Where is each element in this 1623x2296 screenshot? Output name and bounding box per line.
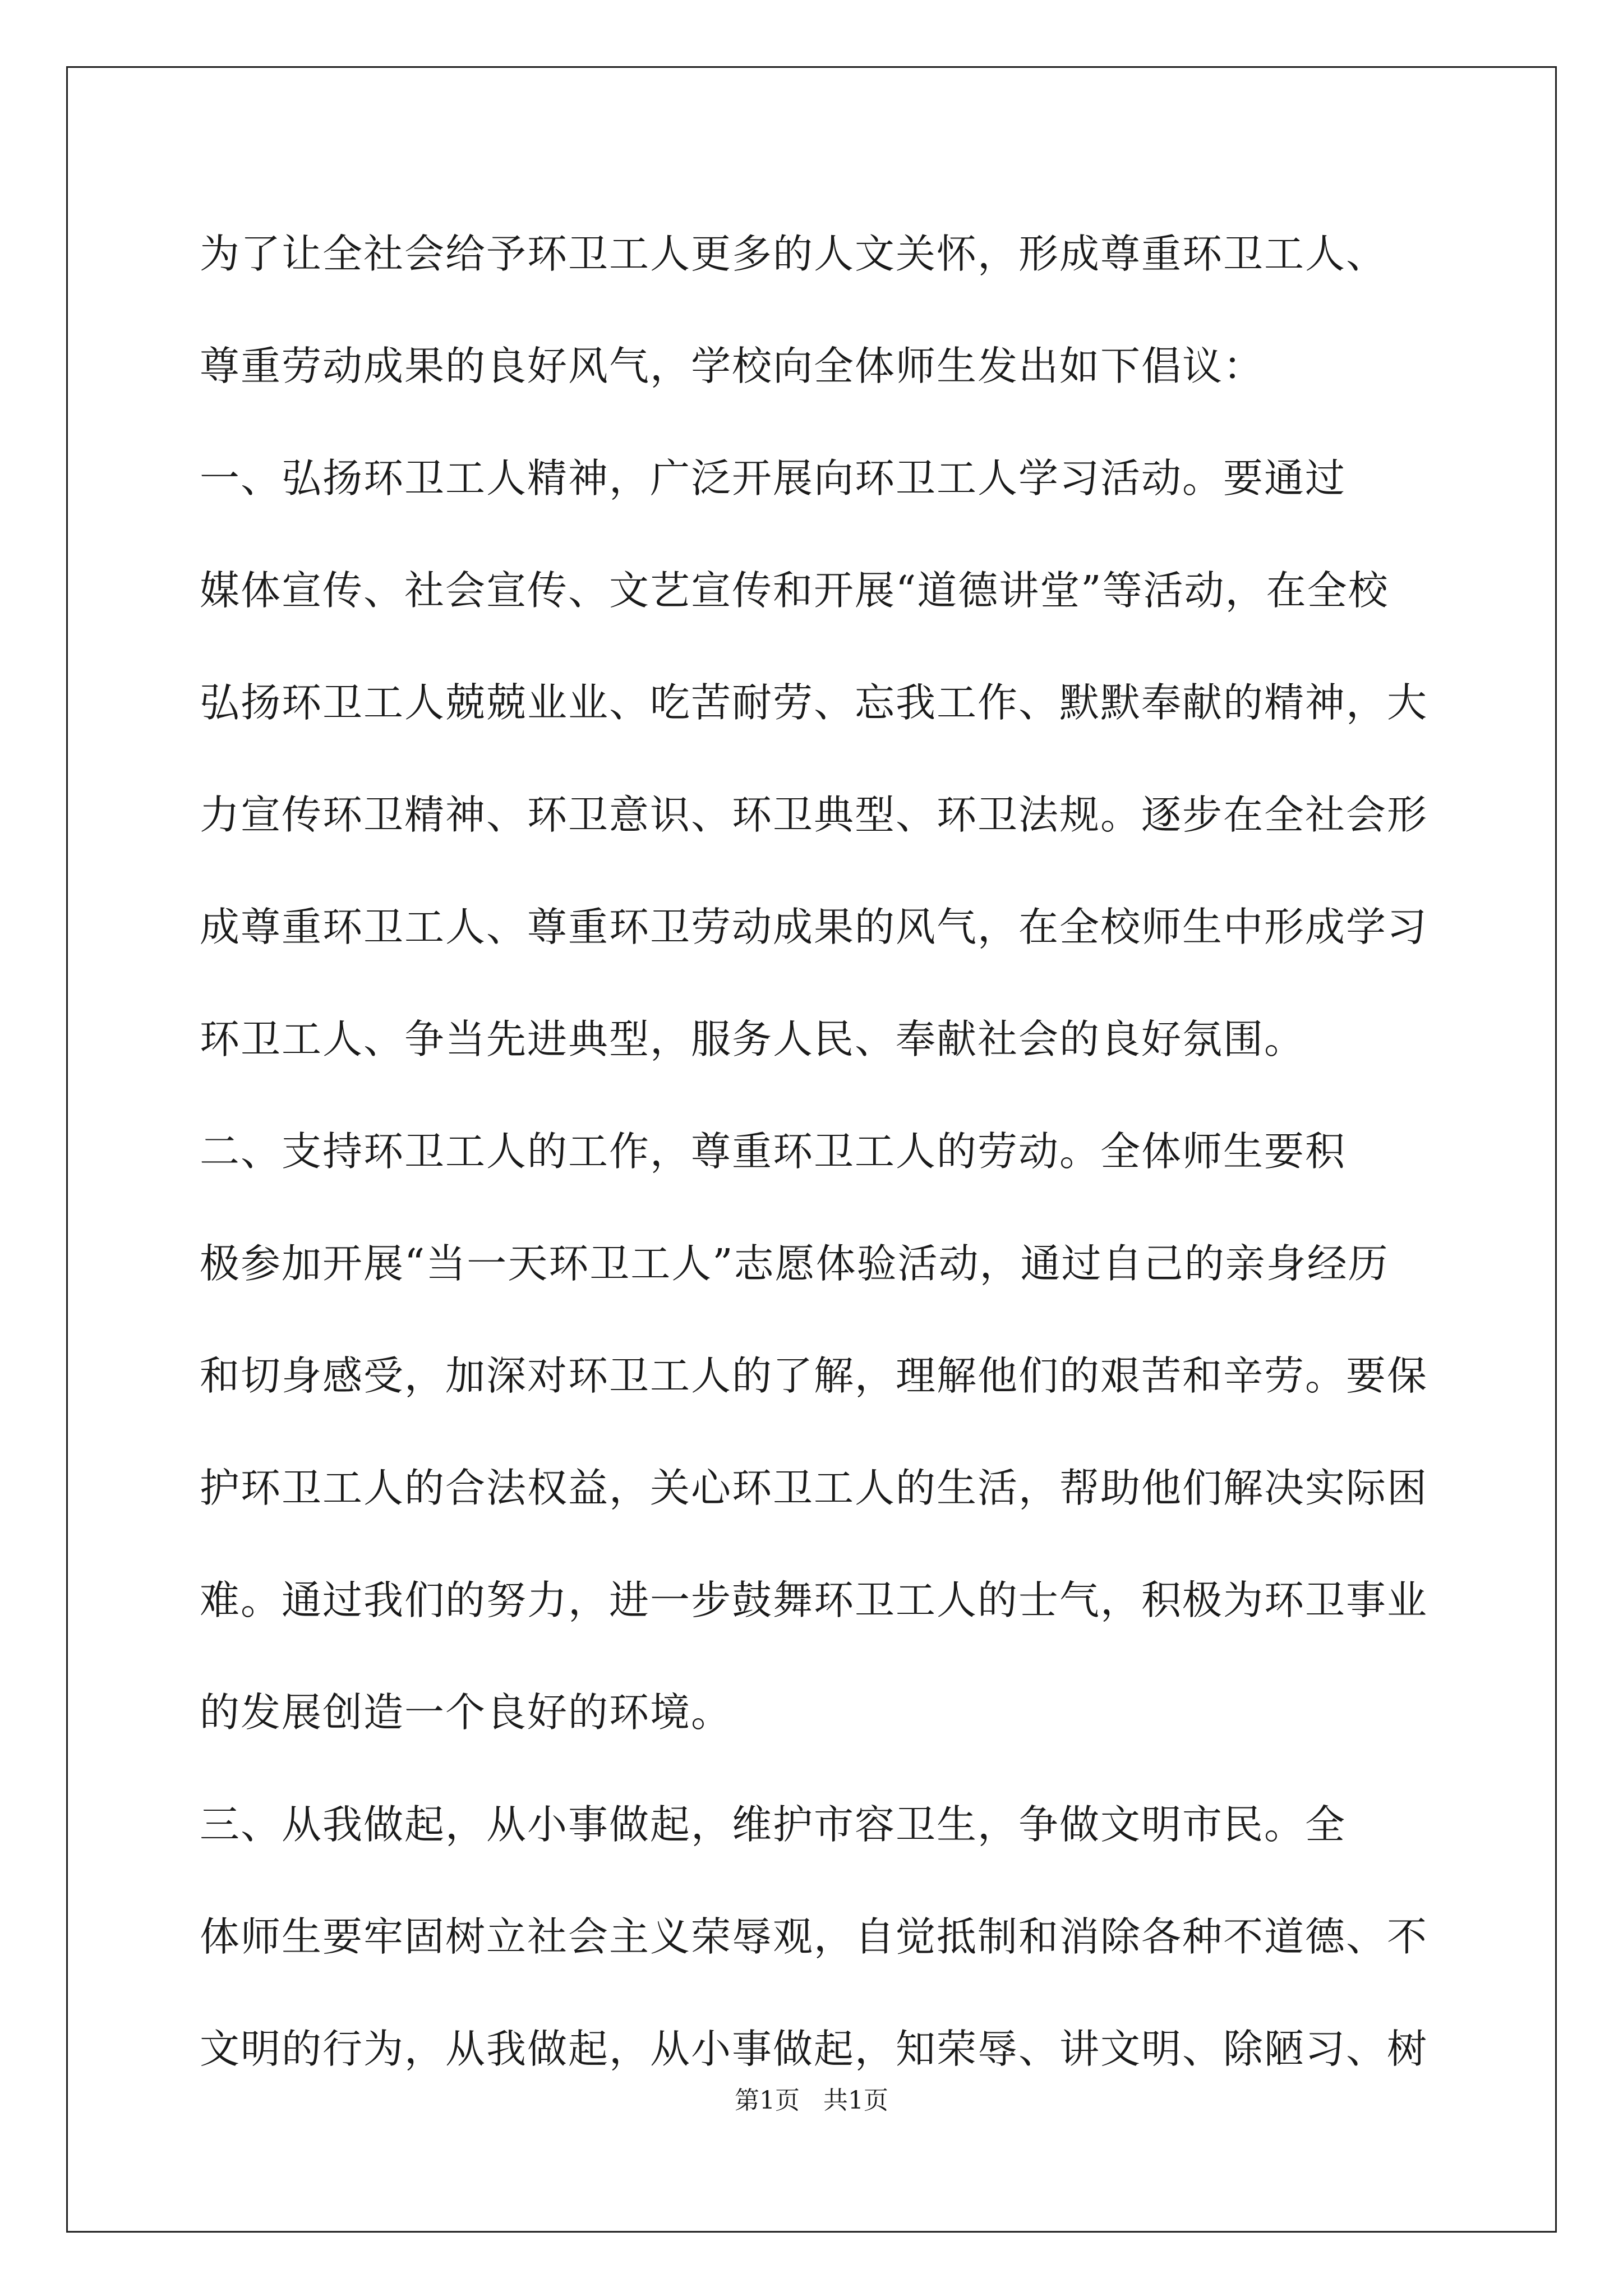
text-line: 难。通过我们的努力，进一步鼓舞环卫工人的士气，积极为环卫事业 [200,1577,1428,1623]
text-line: 环卫工人、争当先进典型，服务人民、奉献社会的良好氛围。 [200,1016,1306,1062]
text-line: 极参加开展“当一天环卫工人”志愿体验活动，通过自己的亲身经历 [200,1240,1389,1287]
text-line: 一、弘扬环卫工人精神，广泛开展向环卫工人学习活动。要通过 [200,455,1347,501]
text-line: 弘扬环卫工人兢兢业业、吃苦耐劳、忘我工作、默默奉献的精神，大 [200,679,1428,726]
text-line: 为了让全社会给予环卫工人更多的人文关怀，形成尊重环卫工人、 [200,231,1387,277]
text-line: 护环卫工人的合法权益，关心环卫工人的生活，帮助他们解决实际困 [200,1465,1428,1511]
text-line: 文明的行为，从我做起，从小事做起，知荣辱、讲文明、除陋习、树 [200,2026,1428,2072]
text-line: 的发展创造一个良好的环境。 [200,1689,732,1736]
text-line: 媒体宣传、社会宣传、文艺宣传和开展“道德讲堂”等活动，在全校 [200,567,1389,614]
text-line: 力宣传环卫精神、环卫意识、环卫典型、环卫法规。逐步在全社会形 [200,792,1428,838]
text-line: 三、从我做起，从小事做起，维护市容卫生，争做文明市民。全 [200,1801,1347,1848]
text-line: 成尊重环卫工人、尊重环卫劳动成果的风气，在全校师生中形成学习 [200,904,1428,950]
text-line: 二、支持环卫工人的工作，尊重环卫工人的劳动。全体师生要积 [200,1128,1347,1175]
text-line: 尊重劳动成果的良好风气，学校向全体师生发出如下倡议： [200,343,1265,389]
text-line: 体师生要牢固树立社会主义荣辱观，自觉抵制和消除各种不道德、不 [200,1913,1428,1960]
page-footer: 第1页 共1页 [735,2086,888,2115]
text-line: 和切身感受，加深对环卫工人的了解，理解他们的艰苦和辛劳。要保 [200,1352,1428,1399]
